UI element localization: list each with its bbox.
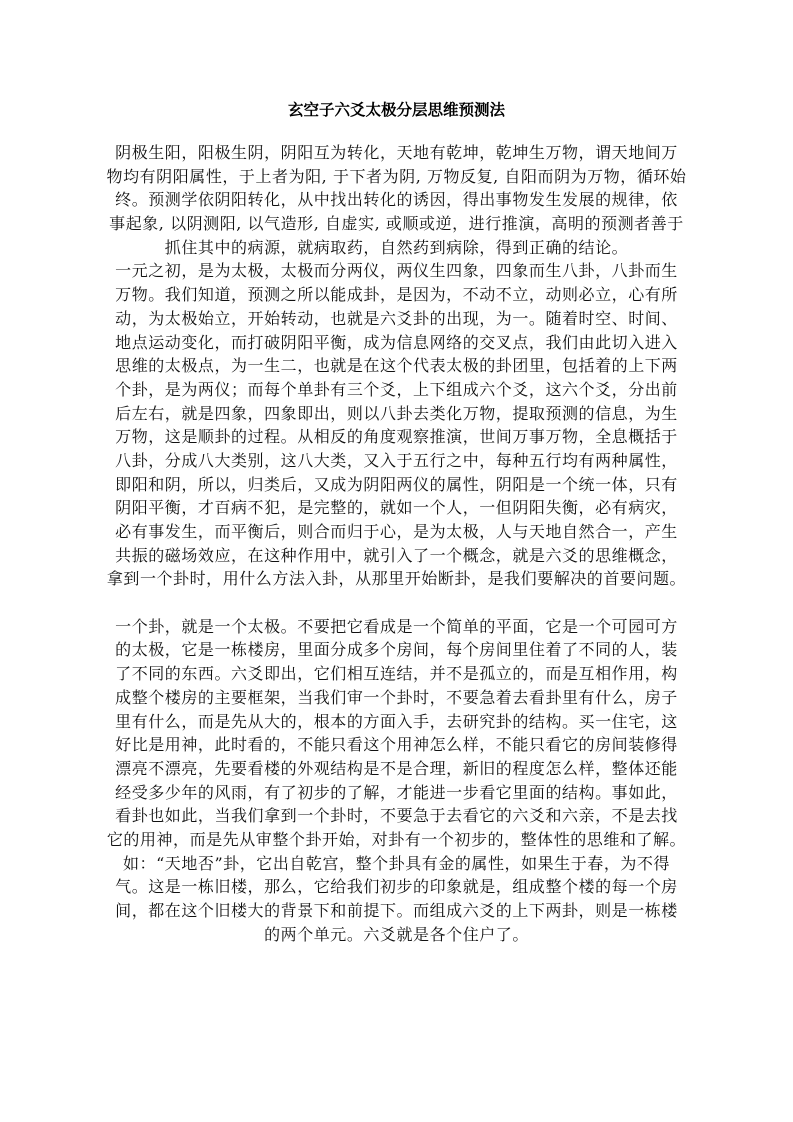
text-line: 拿到一个卦时，用什么方法入卦，从那里开始断卦，是我们要解决的首要问题。 — [106, 569, 687, 589]
text-line: 气。这是一栋旧楼，那么，它给我们初步的印象就是，组成整个楼的每一个房 — [115, 877, 678, 897]
text-line: 如：“天地否”卦，它出自乾宫，整个卦具有金的属性，如果生于春，为不得 — [122, 853, 671, 873]
text-line: 一个卦，就是一个太极。不要把它看成是一个简单的平面，它是一个可园可方 — [115, 616, 678, 636]
paragraph-3 — [0, 615, 793, 947]
text-line: 个卦，是为两仪；而每个单卦有三个爻，上下组成六个爻，这六个爻，分出前 — [115, 379, 678, 399]
text-line: 事起象, 以阴测阳, 以气造形, 自虚实, 或顺或逆，进行推演，高明的预测者善于 — [109, 214, 684, 234]
text-line: 经受多少年的风雨，有了初步的了解，才能进一步看它里面的结构。事如此， — [115, 782, 678, 802]
text-line: 思维的太极点，为一生二，也就是在这个代表太极的卦团里，包括着的上下两 — [115, 356, 678, 376]
text-line: 即阳和阴，所以，归类后，又成为阴阳两仪的属性，阴阳是一个统一体，只有 — [115, 474, 678, 494]
paragraph-1 — [0, 141, 793, 259]
text-line: 抓住其中的病源，就病取药，自然药到病除，得到正确的结论。 — [164, 237, 629, 257]
text-line: 的两个单元。六爻就是各个住户了。 — [264, 924, 529, 944]
text-line: 万物。我们知道，预测之所以能成卦，是因为，不动不立，动则必立，心有所 — [115, 285, 678, 305]
document-title: 玄空子六爻太极分层思维预测法 — [287, 100, 505, 119]
text-line: 看卦也如此，当我们拿到一个卦时，不要急于去看它的六爻和六亲，不是去找 — [115, 806, 678, 826]
text-line: 阴阳平衡，才百病不犯，是完整的，就如一个人，一但阴阳失衡，必有病灾， — [115, 498, 678, 518]
text-line: 它的用神，而是先从审整个卦开始，对卦有一个初步的，整体性的思维和了解。 — [106, 829, 687, 849]
text-line: 八卦，分成八大类别，这八大类，又入于五行之中，每种五行均有两种属性， — [115, 450, 678, 470]
text-line: 里有什么，而是先从大的，根本的方面入手，去研究卦的结构。买一住宅，这 — [115, 711, 678, 731]
text-line: 阴极生阳，阳极生阴，阴阳互为转化，天地有乾坤，乾坤生万物，谓天地间万 — [115, 143, 678, 162]
text-line: 动，为太极始立，开始转动，也就是六爻卦的出现，为一。随着时空、时间、 — [115, 308, 678, 328]
text-line: 漂亮不漂亮，先要看楼的外观结构是不是合理，新旧的程度怎么样，整体还能 — [115, 758, 678, 778]
text-line: 万物，这是顺卦的过程。从相反的角度观察推演，世间万事万物，全息概括于 — [115, 427, 678, 447]
text-line: 地点运动变化，而打破阴阳平衡，成为信息网络的交叉点，我们由此切入进入 — [115, 332, 678, 352]
text-line: 成整个楼房的主要框架，当我们审一个卦时，不要急着去看卦里有什么，房子 — [115, 687, 678, 707]
text-line: 一元之初，是为太极，太极而分两仪，两仪生四象，四象而生八卦，八卦而生 — [115, 261, 678, 281]
text-line: 后左右，就是四象，四象即出，则以八卦去类化万物，提取预测的信息，为生 — [115, 403, 678, 423]
document-body — [0, 141, 793, 946]
text-line: 物均有阴阳属性，于上者为阳, 于下者为阴, 万物反复, 自阳而阴为万物，循环始 — [106, 166, 687, 186]
paragraph-2 — [0, 259, 793, 591]
text-line: 了不同的东西。六爻即出，它们相互连结，并不是孤立的，而是互相作用，构 — [115, 664, 678, 684]
paragraph-spacer — [0, 591, 793, 615]
text-line: 必有事发生，而平衡后，则合而归于心，是为太极，人与天地自然合一，产生 — [115, 522, 678, 541]
text-line: 终。预测学依阴阳转化，从中找出转化的诱因，得出事物发生发展的规律，依 — [115, 190, 678, 210]
text-line: 的太极，它是一栋楼房，里面分成多个房间，每个房间里住着了不同的人，装 — [115, 640, 678, 660]
text-line: 共振的磁场效应，在这种作用中，就引入了一个概念，就是六爻的思维概念， — [115, 545, 678, 565]
text-line: 间，都在这个旧楼大的背景下和前提下。而组成六爻的上下两卦，则是一栋楼 — [115, 901, 678, 920]
text-line: 好比是用神，此时看的，不能只看这个用神怎么样，不能只看它的房间装修得 — [115, 735, 678, 755]
